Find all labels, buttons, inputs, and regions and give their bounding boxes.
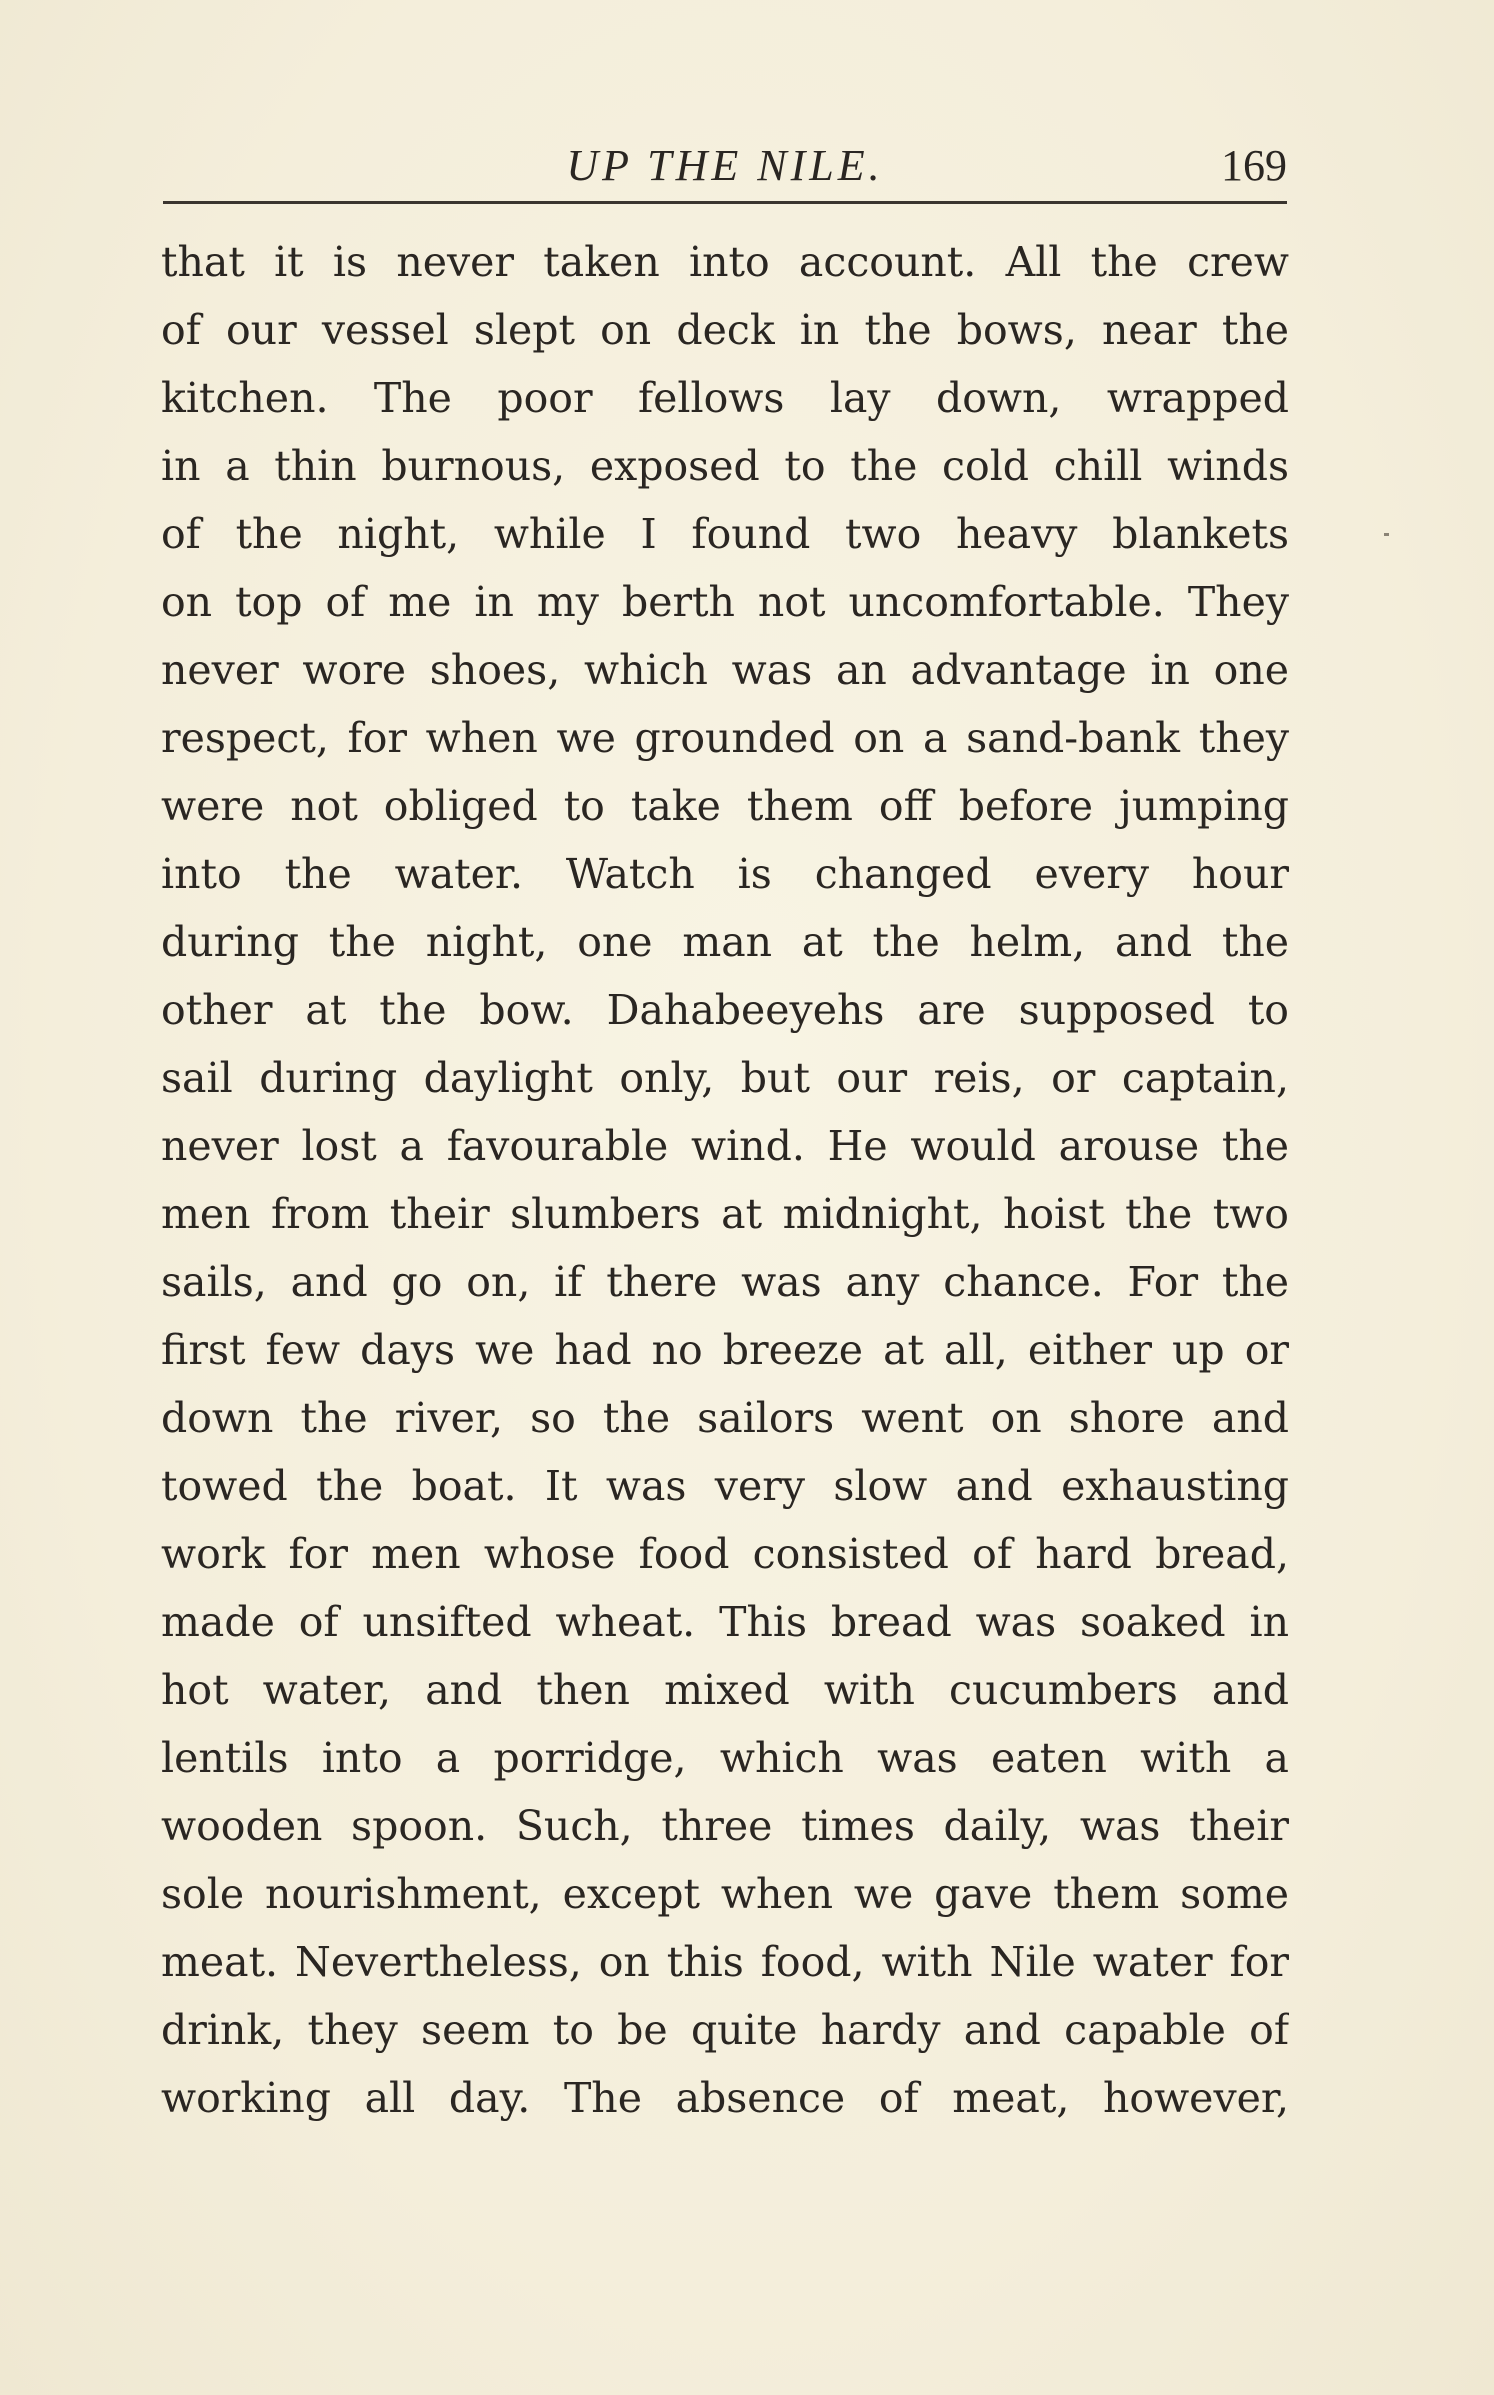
text-line: work for men whose food consisted of hard bread, <box>161 1530 1289 1578</box>
text-line: meat. Nevertheless, on this food, with Nile water for <box>161 1938 1289 1986</box>
text-line: into the water. Watch is changed every hour <box>161 850 1289 898</box>
text-line: men from their slumbers at midnight, hoist the two <box>161 1190 1289 1238</box>
text-line: drink, they seem to be quite hardy and capable of <box>161 2006 1289 2054</box>
running-title: UP THE NILE. <box>566 141 884 190</box>
text-line: never wore shoes, which was an advantage in one <box>161 646 1289 694</box>
text-line: during the night, one man at the helm, and the <box>161 918 1289 966</box>
header-rule <box>163 201 1287 204</box>
text-line: lentils into a porridge, which was eaten with a <box>161 1734 1289 1782</box>
text-line: of our vessel slept on deck in the bows, near the <box>161 306 1289 354</box>
text-line: down the river, so the sailors went on shore and <box>161 1394 1289 1442</box>
body-text <box>161 228 1289 2132</box>
text-line: hot water, and then mixed with cucumbers and <box>161 1666 1289 1714</box>
text-line: made of unsifted wheat. This bread was soaked in <box>161 1598 1289 1646</box>
text-line: that it is never taken into account. All the crew <box>161 238 1289 286</box>
text-line: other at the bow. Dahabeeyehs are supposed to <box>161 986 1289 1034</box>
margin-speck <box>1384 533 1389 536</box>
text-line: sole nourishment, except when we gave them some <box>161 1870 1289 1918</box>
text-line: respect, for when we grounded on a sand-bank they <box>161 714 1289 762</box>
text-line: kitchen. The poor fellows lay down, wrapped <box>161 374 1289 422</box>
running-header <box>163 138 1287 194</box>
text-line: working all day. The absence of meat, however, <box>161 2074 1289 2122</box>
text-line: sails, and go on, if there was any chance. For the <box>161 1258 1289 1306</box>
text-line: were not obliged to take them off before jumping <box>161 782 1289 830</box>
text-line: first few days we had no breeze at all, either up or <box>161 1326 1289 1374</box>
text-line: in a thin burnous, exposed to the cold chill winds <box>161 442 1289 490</box>
page-number: 169 <box>1221 141 1287 190</box>
text-line: sail during daylight only, but our reis, or captain, <box>161 1054 1289 1102</box>
text-line: wooden spoon. Such, three times daily, was their <box>161 1802 1289 1850</box>
text-line: never lost a favourable wind. He would arouse the <box>161 1122 1289 1170</box>
text-line: towed the boat. It was very slow and exhausting <box>161 1462 1289 1510</box>
text-line: on top of me in my berth not uncomfortable. They <box>161 578 1289 626</box>
text-line: of the night, while I found two heavy blankets <box>161 510 1289 558</box>
